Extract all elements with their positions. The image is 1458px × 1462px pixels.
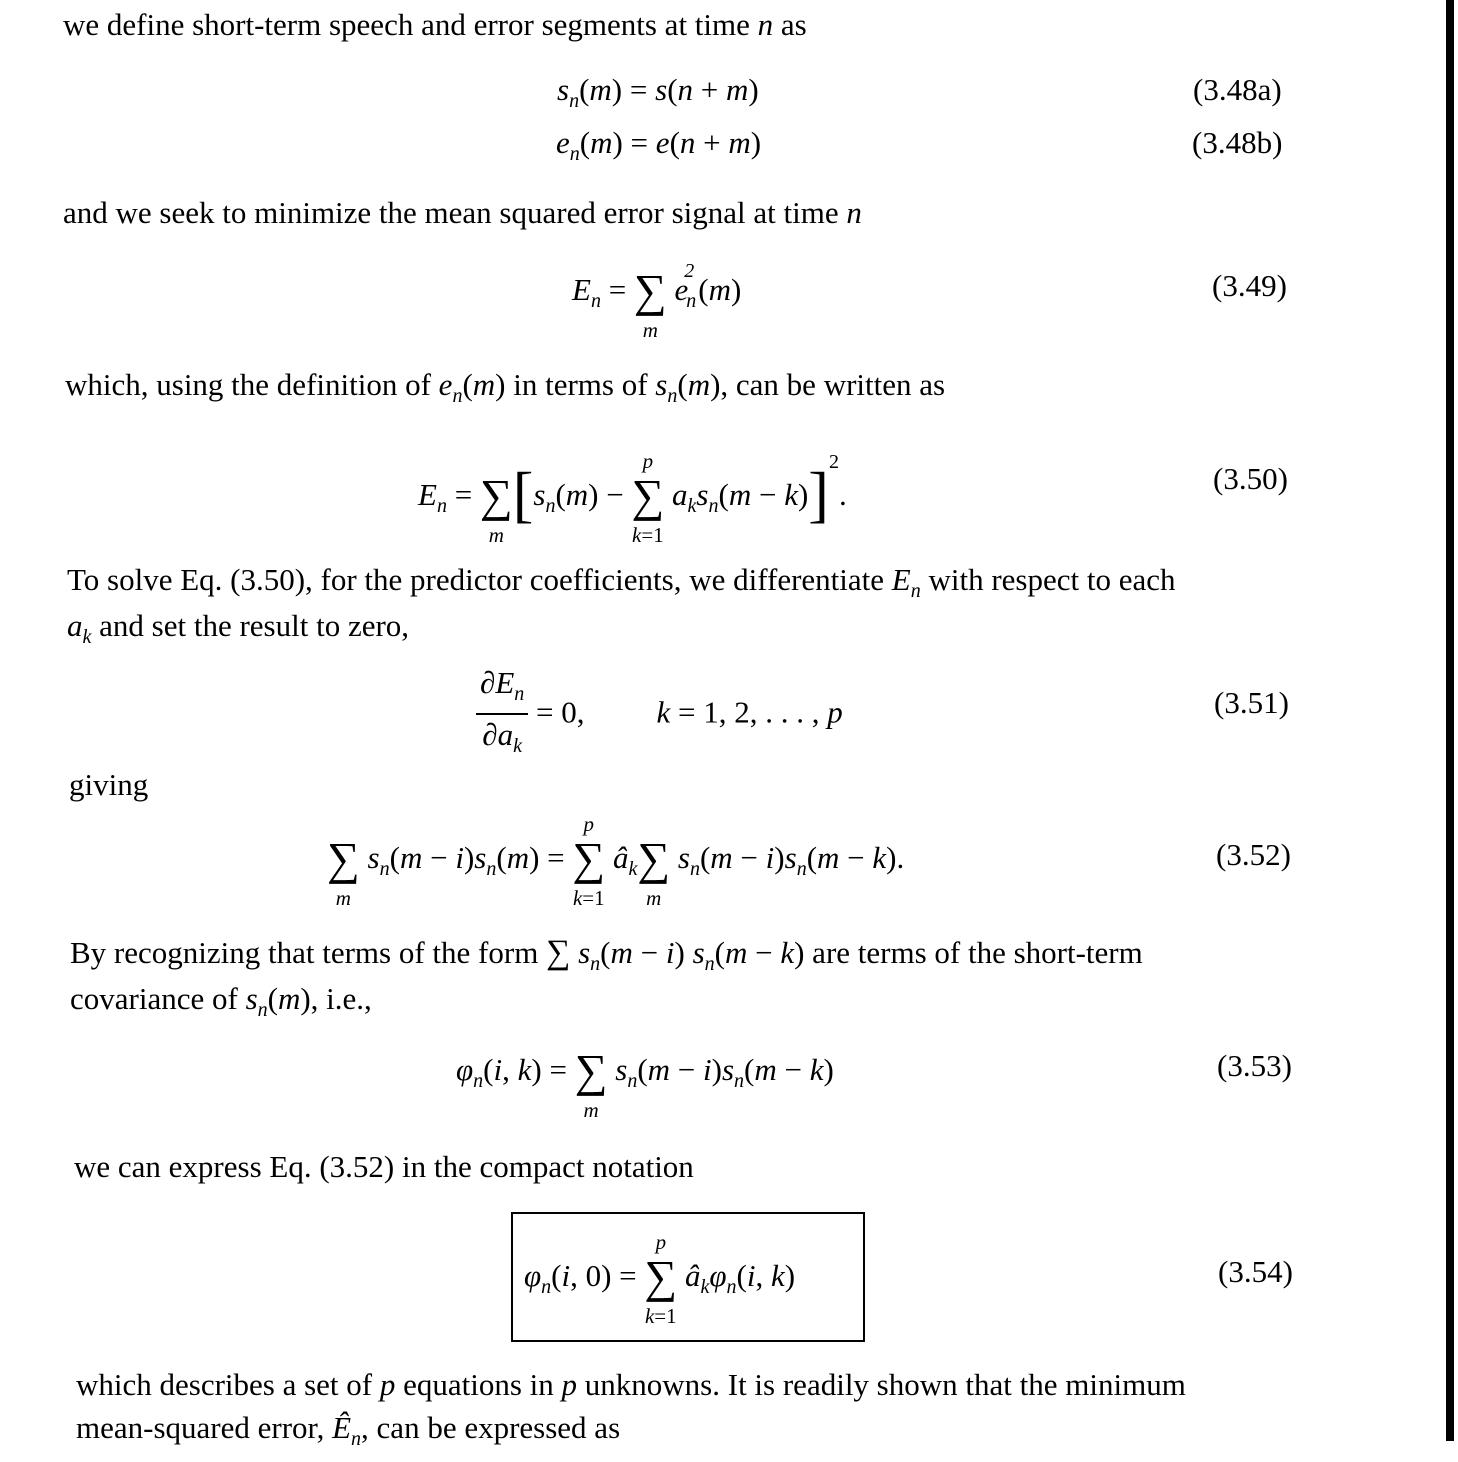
equation-3-48a: $s_n(m) = s(n + m)$ [557, 72, 759, 113]
equation-3-49: $E_n$ = ∑ m $e_n^2(m)$ [572, 259, 742, 342]
paragraph-8-line-2: mean-squared error, $Ê_n$, can be expressed as [76, 1410, 621, 1451]
equation-number-3-48b: (3.48b) [1192, 125, 1283, 160]
paragraph-3: which, using the definition of $e_n(m)$ in terms of $s_n(m)$, can be written as [65, 367, 946, 408]
equation-number-3-53: (3.53) [1217, 1048, 1292, 1083]
summation-symbol: ∑ m [479, 470, 513, 547]
summation-symbol: ∑ m [327, 833, 360, 910]
paragraph-7: we can express Eq. (3.52) in the compact notation [74, 1149, 694, 1184]
paragraph-4-line-1: To solve Eq. (3.50), for the predictor coefficients, we differentiate $E_n$ with respect to each [67, 562, 1176, 603]
paragraph-4-line-2: $a_k$ and set the result to zero, [67, 608, 410, 649]
equation-3-53: $\varphi_n(i$, k) = ∑ m $s_n(m - i)s_n(m - k)$ [456, 1045, 834, 1122]
equation-number-3-49: (3.49) [1212, 268, 1287, 303]
summation-symbol: ∑ p k=1 [644, 1230, 678, 1328]
equation-3-50: $E_n$ = ∑ m [$s_n(m)$ − ∑ p k=1 $a_ks_n(m - k)]^2$. [418, 449, 847, 547]
paragraph-6-line-1: By recognizing that terms of the form ∑ $s_n(m - i) s_n(m - k)$ are terms of the short-term [70, 934, 1143, 976]
equation-number-3-50: (3.50) [1213, 461, 1288, 496]
equation-number-3-51: (3.51) [1214, 685, 1289, 720]
paragraph-5: giving [69, 767, 149, 802]
equation-3-48b: $e_n(m) = e(n + m)$ [556, 125, 762, 166]
summation-symbol: ∑ m [633, 265, 667, 342]
equation-3-54: $\varphi_n(i$, 0) = ∑ p k=1 $â_k\varphi_n(i$, k) [524, 1230, 796, 1328]
equation-number-3-54: (3.54) [1218, 1254, 1293, 1289]
paragraph-6-line-2: covariance of $s_n(m)$, i.e., [70, 981, 372, 1022]
paragraph-2: and we seek to minimize the mean squared error signal at time n [63, 195, 862, 230]
paragraph-1: we define short-term speech and error segments at time n as [63, 7, 807, 42]
equation-number-3-52: (3.52) [1216, 837, 1291, 872]
paragraph-8-line-1: which describes a set of p equations in p unknowns. It is readily shown that the minimum [76, 1367, 1186, 1402]
partial-derivative-fraction: $\frac{\partial E_n}{\partial a_k}$ [476, 664, 528, 766]
summation-symbol: ∑ m [574, 1045, 608, 1122]
summation-symbol: ∑ p k=1 [631, 449, 665, 547]
page-edge-rule [1446, 0, 1454, 1441]
equation-3-51: $\frac{\partial E_n}{\partial a_k}$ = 0, k = 1, 2, . . . , p [476, 664, 843, 766]
equation-number-3-48a: (3.48a) [1193, 72, 1282, 107]
equation-3-52: ∑ m $s_n(m - i)s_n(m)$ = ∑ p k=1 $â_k\sum$ m $s_n(m - i)s_n(m - k)$. [327, 812, 905, 910]
summation-symbol: ∑ p k=1 [572, 812, 606, 910]
summation-symbol: ∑ m [637, 833, 671, 910]
